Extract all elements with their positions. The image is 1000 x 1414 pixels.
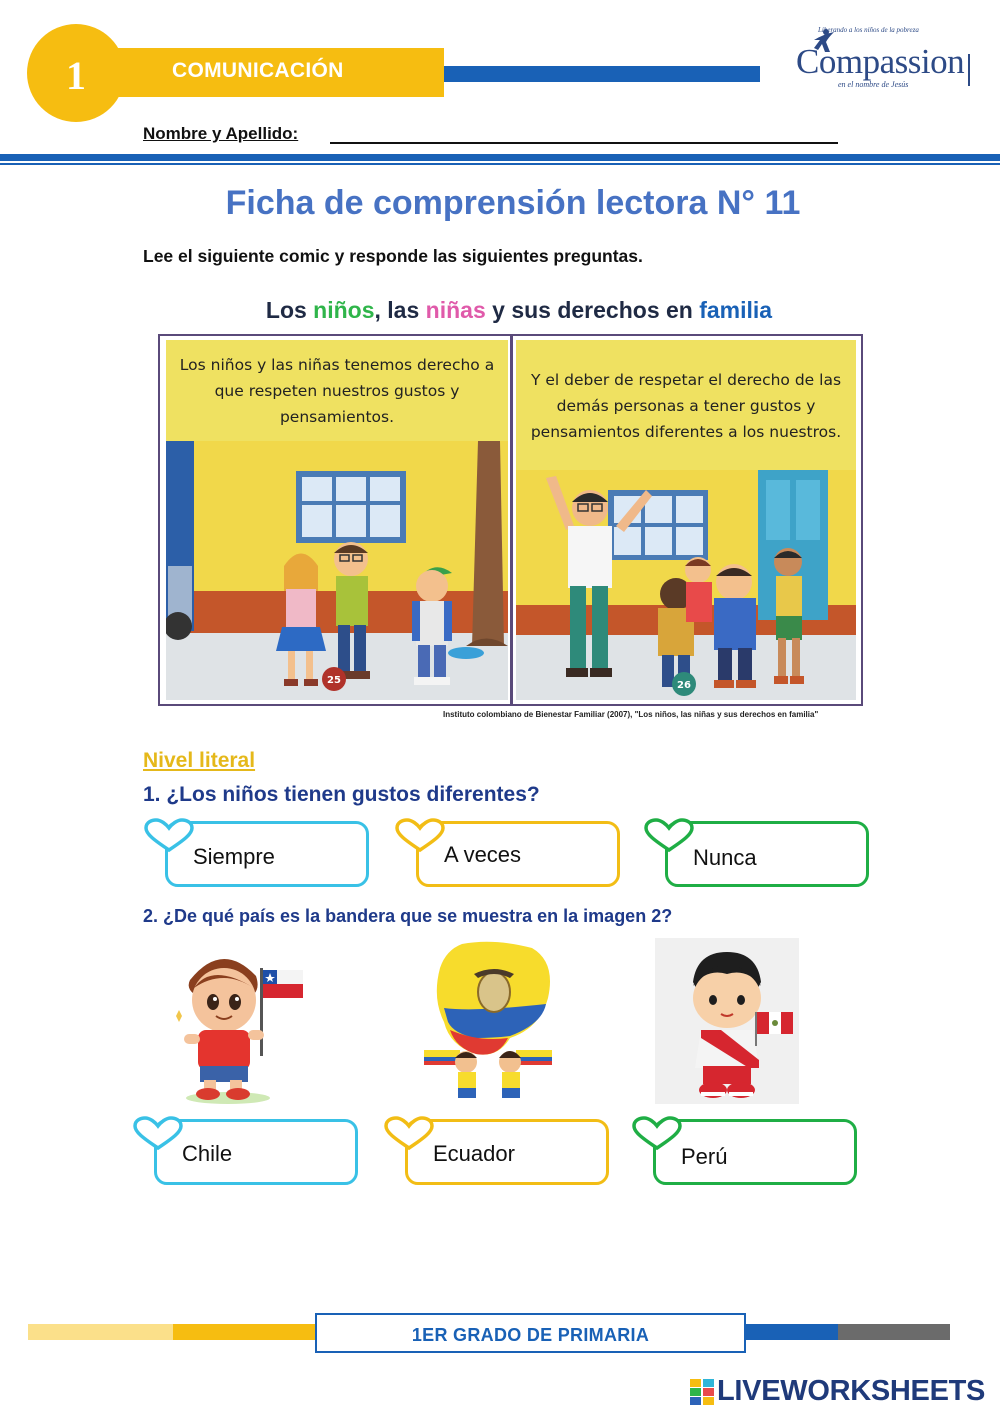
comic-title-ninas: niñas — [425, 297, 486, 323]
comic-title — [0, 297, 1000, 324]
logo-tagline: Liberando a los niños de la pobreza — [818, 26, 919, 34]
name-label: Nombre y Apellido: — [143, 124, 299, 143]
footer-bar-grey — [838, 1324, 950, 1340]
panel-divider — [510, 336, 513, 704]
option-label: Siempre — [193, 844, 275, 869]
unit-number: 1 — [66, 53, 86, 98]
comic-title-part: Los — [265, 297, 314, 323]
comic-title-familia: familia — [699, 297, 773, 323]
header-blue-bar — [444, 66, 760, 82]
heart-icon — [142, 818, 196, 854]
option-label: Chile — [182, 1141, 233, 1166]
panel-2-caption: Y el deber de respetar el derecho de las demás personas a tener gustos y pensamientos diferentes a los nuestros. — [530, 371, 842, 441]
option-label: Ecuador — [433, 1141, 515, 1166]
comic-title-part: , las — [374, 297, 426, 323]
heart-icon — [131, 1116, 185, 1152]
liveworksheets-wordmark: LIVEWORKSHEETS — [717, 1375, 986, 1407]
grade-label: 1ER GRADO DE PRIMARIA — [411, 1325, 650, 1345]
grade-box — [315, 1313, 746, 1353]
comic-panel-2 — [516, 340, 856, 700]
logo-separator — [968, 54, 970, 86]
logo-wordmark: Compassion — [796, 42, 965, 81]
panel-2-illustration — [516, 470, 856, 700]
boy-with-chile-flag-image — [168, 938, 308, 1106]
comic-title-part: y sus derechos en — [485, 297, 700, 323]
panel-1-page-number: 25 — [327, 675, 341, 686]
header-rule-thin — [0, 163, 1000, 165]
answer-option-a-veces[interactable] — [416, 821, 620, 887]
subject-label: COMUNICACIÓN — [172, 59, 344, 82]
option-label: Perú — [681, 1144, 728, 1169]
comic-panel-1 — [166, 340, 508, 700]
comic-strip — [158, 334, 863, 706]
comic-credit: Instituto colombiano de Bienestar Familiar (2007), "Los niños, las niñas y sus derechos en familia" — [443, 710, 819, 719]
caption-box — [166, 340, 508, 441]
heart-icon — [642, 818, 696, 854]
caption-box — [516, 340, 856, 470]
logo-subline: en el nombre de Jesús — [838, 80, 909, 89]
heart-icon — [630, 1116, 684, 1152]
footer-bar-blue — [742, 1324, 838, 1340]
header-rule — [0, 154, 1000, 161]
panel-1-caption: Los niños y las niñas tenemos derecho a que respeten nuestros gustos y pensamientos. — [179, 356, 495, 426]
panel-1-illustration — [166, 441, 508, 700]
liveworksheets-icon — [690, 1379, 714, 1405]
answer-option-nunca[interactable] — [665, 821, 869, 887]
footer-bar-light — [28, 1324, 173, 1340]
section-heading: Nivel literal — [143, 749, 256, 772]
ecuador-map-with-children-image — [414, 938, 564, 1108]
comic-title-ninos: niños — [313, 297, 375, 323]
page-title: Ficha de comprensión lectora N° 11 — [225, 184, 801, 222]
question-2: 2. ¿De qué país es la bandera que se muestra en la imagen 2? — [143, 906, 673, 926]
heart-icon — [393, 818, 447, 854]
answer-option-peru[interactable] — [653, 1119, 857, 1185]
option-label: A veces — [444, 842, 522, 867]
answer-option-ecuador[interactable] — [405, 1119, 609, 1185]
heart-icon — [382, 1116, 436, 1152]
answer-option-siempre[interactable] — [165, 821, 369, 887]
name-input-line[interactable] — [330, 142, 838, 144]
footer-bar-yellow — [173, 1324, 319, 1340]
subject-banner — [110, 48, 444, 97]
question-1: 1. ¿Los niños tienen gustos diferentes? — [143, 783, 540, 806]
panel-2-page-number: 26 — [677, 680, 691, 691]
option-label: Nunca — [693, 845, 757, 870]
boy-with-peru-flag-image — [655, 938, 799, 1104]
compassion-logo — [792, 26, 982, 96]
answer-option-chile[interactable] — [154, 1119, 358, 1185]
instruction-text: Lee el siguiente comic y responde las siguientes preguntas. — [143, 246, 643, 266]
